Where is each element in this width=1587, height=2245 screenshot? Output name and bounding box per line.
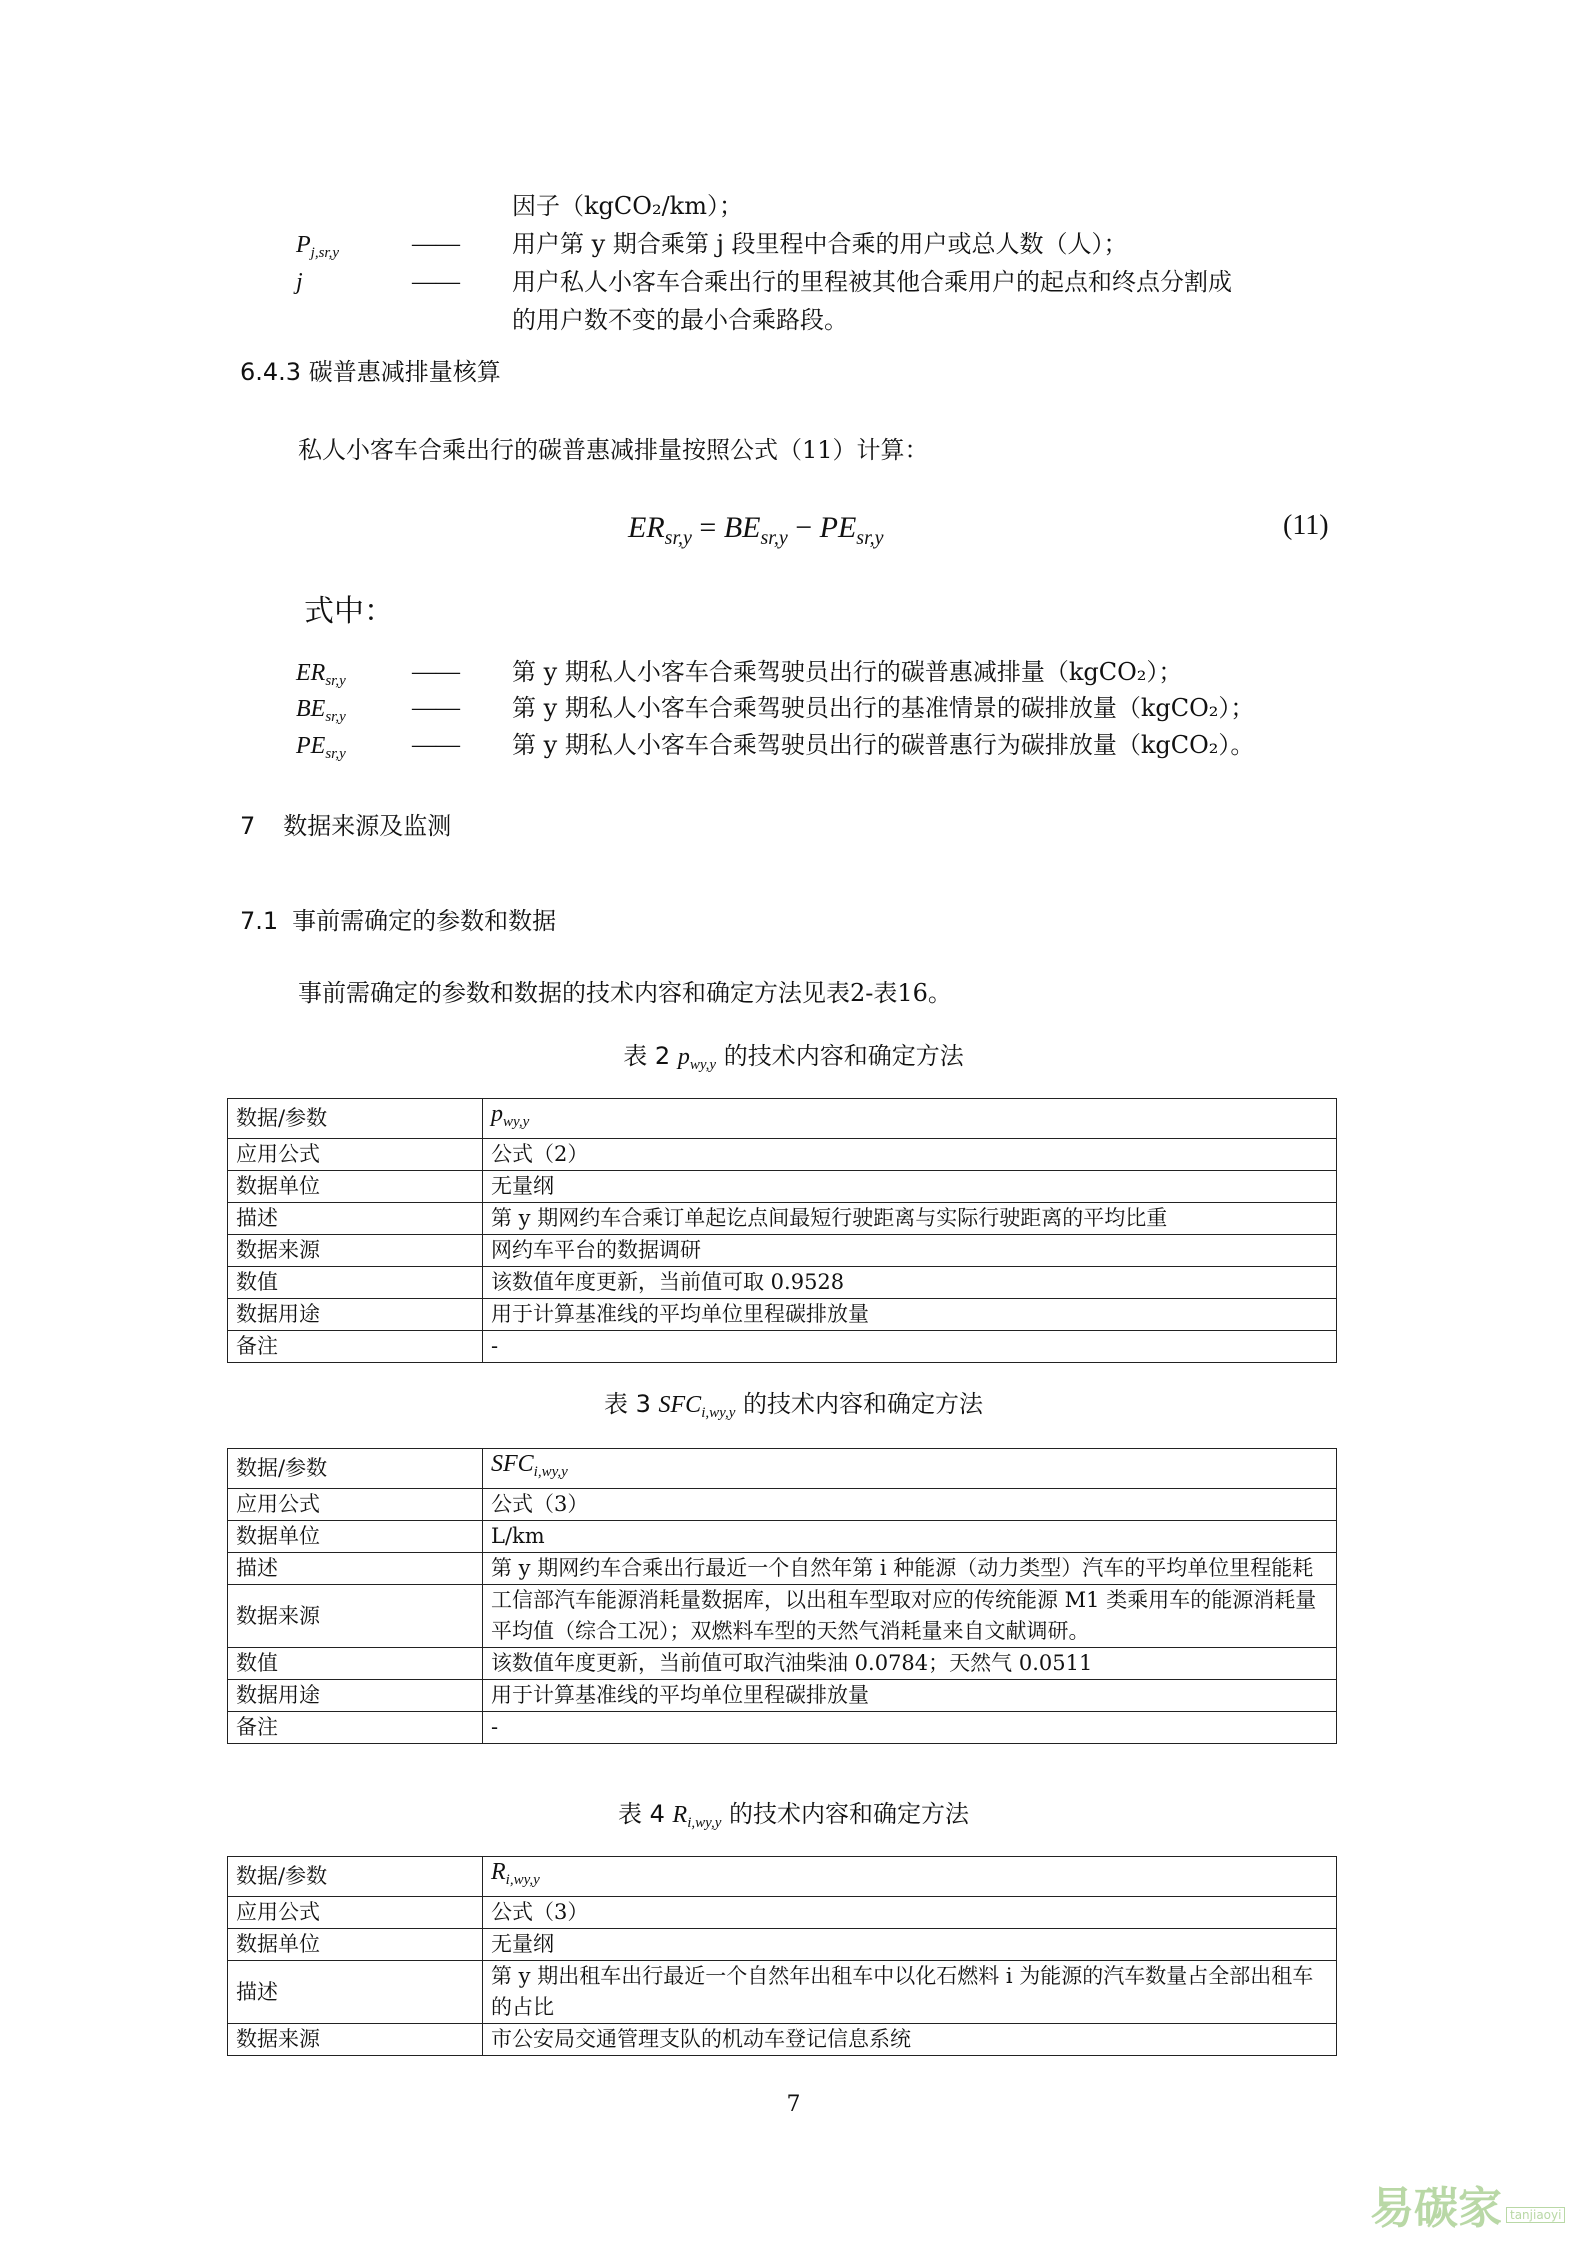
definition-description: 第 y 期私人小客车合乘驾驶员出行的碳普惠行为碳排放量（kgCO₂）。	[512, 731, 1255, 759]
table-cell-label: 备注	[228, 1331, 483, 1363]
table-row	[228, 1553, 1337, 1585]
table-cell-label: 数据/参数	[228, 1099, 483, 1139]
definition-symbol: $ER_{sr,y}$	[296, 660, 346, 689]
table-cell-label: 描述	[228, 1203, 483, 1235]
table-row	[228, 1099, 1337, 1139]
table-cell-label: 描述	[228, 1961, 483, 2024]
table-cell-value: 公式（2）	[483, 1139, 1337, 1171]
table-row	[228, 1203, 1337, 1235]
table-cell-label: 备注	[228, 1712, 483, 1744]
j-description-line1: 用户私人小客车合乘出行的里程被其他合乘用户的起点和终点分割成	[512, 268, 1232, 296]
table-cell-label: 数值	[228, 1648, 483, 1680]
table-cell-value: 无量纲	[483, 1929, 1337, 1961]
table-caption: 表 3 $SFC_{i,wy,y}$ 的技术内容和确定方法	[603, 1390, 983, 1421]
table-row	[228, 2024, 1337, 2056]
table-row	[228, 1897, 1337, 1929]
definition-description: 第 y 期私人小客车合乘驾驶员出行的基准情景的碳排放量（kgCO₂）；	[512, 694, 1255, 722]
dash: ——	[412, 231, 460, 257]
table-cell-value: $p_{wy,y}$	[483, 1099, 1337, 1139]
table-cell-value: 用于计算基准线的平均单位里程碳排放量	[483, 1299, 1337, 1331]
table-row	[228, 1961, 1337, 2024]
table-caption: 表 4 $R_{i,wy,y}$ 的技术内容和确定方法	[617, 1800, 969, 1831]
section-7-1-paragraph: 事前需确定的参数和数据的技术内容和确定方法见表2-表16。	[298, 979, 952, 1007]
table-cell-value: 第 y 期出租车出行最近一个自然年出租车中以化石燃料 i 为能源的汽车数量占全部出租车的占比	[483, 1961, 1337, 2024]
p-symbol: $P_{j,sr,y}$	[296, 232, 340, 261]
table-row	[228, 1680, 1337, 1712]
table-cell-value: 公式（3）	[483, 1897, 1337, 1929]
table-caption: 表 2 $p_{wy,y}$ 的技术内容和确定方法	[623, 1042, 964, 1073]
table-row	[228, 1235, 1337, 1267]
table-row	[228, 1521, 1337, 1553]
table-cell-label: 应用公式	[228, 1139, 483, 1171]
table-row	[228, 1299, 1337, 1331]
formula-number: (11)	[1283, 510, 1329, 541]
where-label: 式中：	[304, 594, 394, 629]
table-row	[228, 1331, 1337, 1363]
table-cell-label: 数值	[228, 1267, 483, 1299]
j-description-line2: 的用户数不变的最小合乘路段。	[512, 306, 848, 334]
formula-11: $ER_{sr,y} = BE_{sr,y} - PE_{sr,y}$	[628, 511, 884, 549]
table-cell-value: 无量纲	[483, 1171, 1337, 1203]
table-cell-label: 数据单位	[228, 1929, 483, 1961]
definition-symbol: $BE_{sr,y}$	[296, 696, 346, 725]
dash: ——	[412, 659, 460, 685]
continuation-line: 因子（kgCO₂/km）；	[512, 192, 743, 220]
table-cell-value: 公式（3）	[483, 1489, 1337, 1521]
table-cell-label: 数据来源	[228, 1235, 483, 1267]
parameter-table	[227, 1448, 1337, 1744]
table-cell-value: $SFC_{i,wy,y}$	[483, 1449, 1337, 1489]
table-row	[228, 1929, 1337, 1961]
table-cell-value: 网约车平台的数据调研	[483, 1235, 1337, 1267]
table-cell-label: 描述	[228, 1553, 483, 1585]
table-cell-value: 第 y 期网约车合乘出行最近一个自然年第 i 种能源（动力类型）汽车的平均单位里程能耗	[483, 1553, 1337, 1585]
section-heading-7: 7 数据来源及监测	[240, 812, 452, 840]
p-description: 用户第 y 期合乘第 j 段里程中合乘的用户或总人数（人）；	[512, 230, 1128, 258]
dash: ——	[412, 695, 460, 721]
table-cell-label: 数据来源	[228, 2024, 483, 2056]
table-cell-value: 用于计算基准线的平均单位里程碳排放量	[483, 1680, 1337, 1712]
table-row	[228, 1857, 1337, 1897]
dash: ——	[412, 269, 460, 295]
table-cell-label: 数据单位	[228, 1521, 483, 1553]
table-cell-value: 该数值年度更新，当前值可取汽油柴油 0.0784；天然气 0.0511	[483, 1648, 1337, 1680]
table-cell-label: 数据来源	[228, 1585, 483, 1648]
table-cell-value: -	[483, 1331, 1337, 1363]
section-heading-7-1: 7.1 事前需确定的参数和数据	[240, 907, 557, 935]
table-cell-label: 数据/参数	[228, 1449, 483, 1489]
table-cell-label: 数据单位	[228, 1171, 483, 1203]
table-cell-label: 数据用途	[228, 1680, 483, 1712]
parameter-table	[227, 1856, 1337, 2056]
table-cell-label: 应用公式	[228, 1489, 483, 1521]
table-cell-label: 数据用途	[228, 1299, 483, 1331]
table-row	[228, 1489, 1337, 1521]
table-row	[228, 1171, 1337, 1203]
table-row	[228, 1648, 1337, 1680]
table-row	[228, 1585, 1337, 1648]
j-symbol: j	[296, 269, 303, 295]
table-cell-value: -	[483, 1712, 1337, 1744]
table-cell-value: 工信部汽车能源消耗量数据库，以出租车型取对应的传统能源 M1 类乘用车的能源消耗量平均值（综合工况）；双燃料车型的天然气消耗量来自文献调研。	[483, 1585, 1337, 1648]
page-number: 7	[786, 2092, 801, 2117]
table-cell-label: 数据/参数	[228, 1857, 483, 1897]
table-cell-value: 第 y 期网约车合乘订单起讫点间最短行驶距离与实际行驶距离的平均比重	[483, 1203, 1337, 1235]
dash: ——	[412, 732, 460, 758]
table-row	[228, 1449, 1337, 1489]
table-cell-value: 市公安局交通管理支队的机动车登记信息系统	[483, 2024, 1337, 2056]
table-row	[228, 1139, 1337, 1171]
table-cell-value: $R_{i,wy,y}$	[483, 1857, 1337, 1897]
definition-symbol: $PE_{sr,y}$	[296, 733, 346, 762]
table-cell-label: 应用公式	[228, 1897, 483, 1929]
watermark-logo: 易碳家 tanjiaoyi	[1370, 2184, 1565, 2240]
table-row	[228, 1712, 1337, 1744]
table-row	[228, 1267, 1337, 1299]
parameter-table	[227, 1098, 1337, 1363]
section-heading-6-4-3: 6.4.3 碳普惠减排量核算	[240, 358, 501, 386]
definition-description: 第 y 期私人小客车合乘驾驶员出行的碳普惠减排量（kgCO₂）；	[512, 658, 1183, 686]
table-cell-value: L/km	[483, 1521, 1337, 1553]
table-cell-value: 该数值年度更新，当前值可取 0.9528	[483, 1267, 1337, 1299]
intro-paragraph: 私人小客车合乘出行的碳普惠减排量按照公式（11）计算：	[298, 436, 929, 464]
